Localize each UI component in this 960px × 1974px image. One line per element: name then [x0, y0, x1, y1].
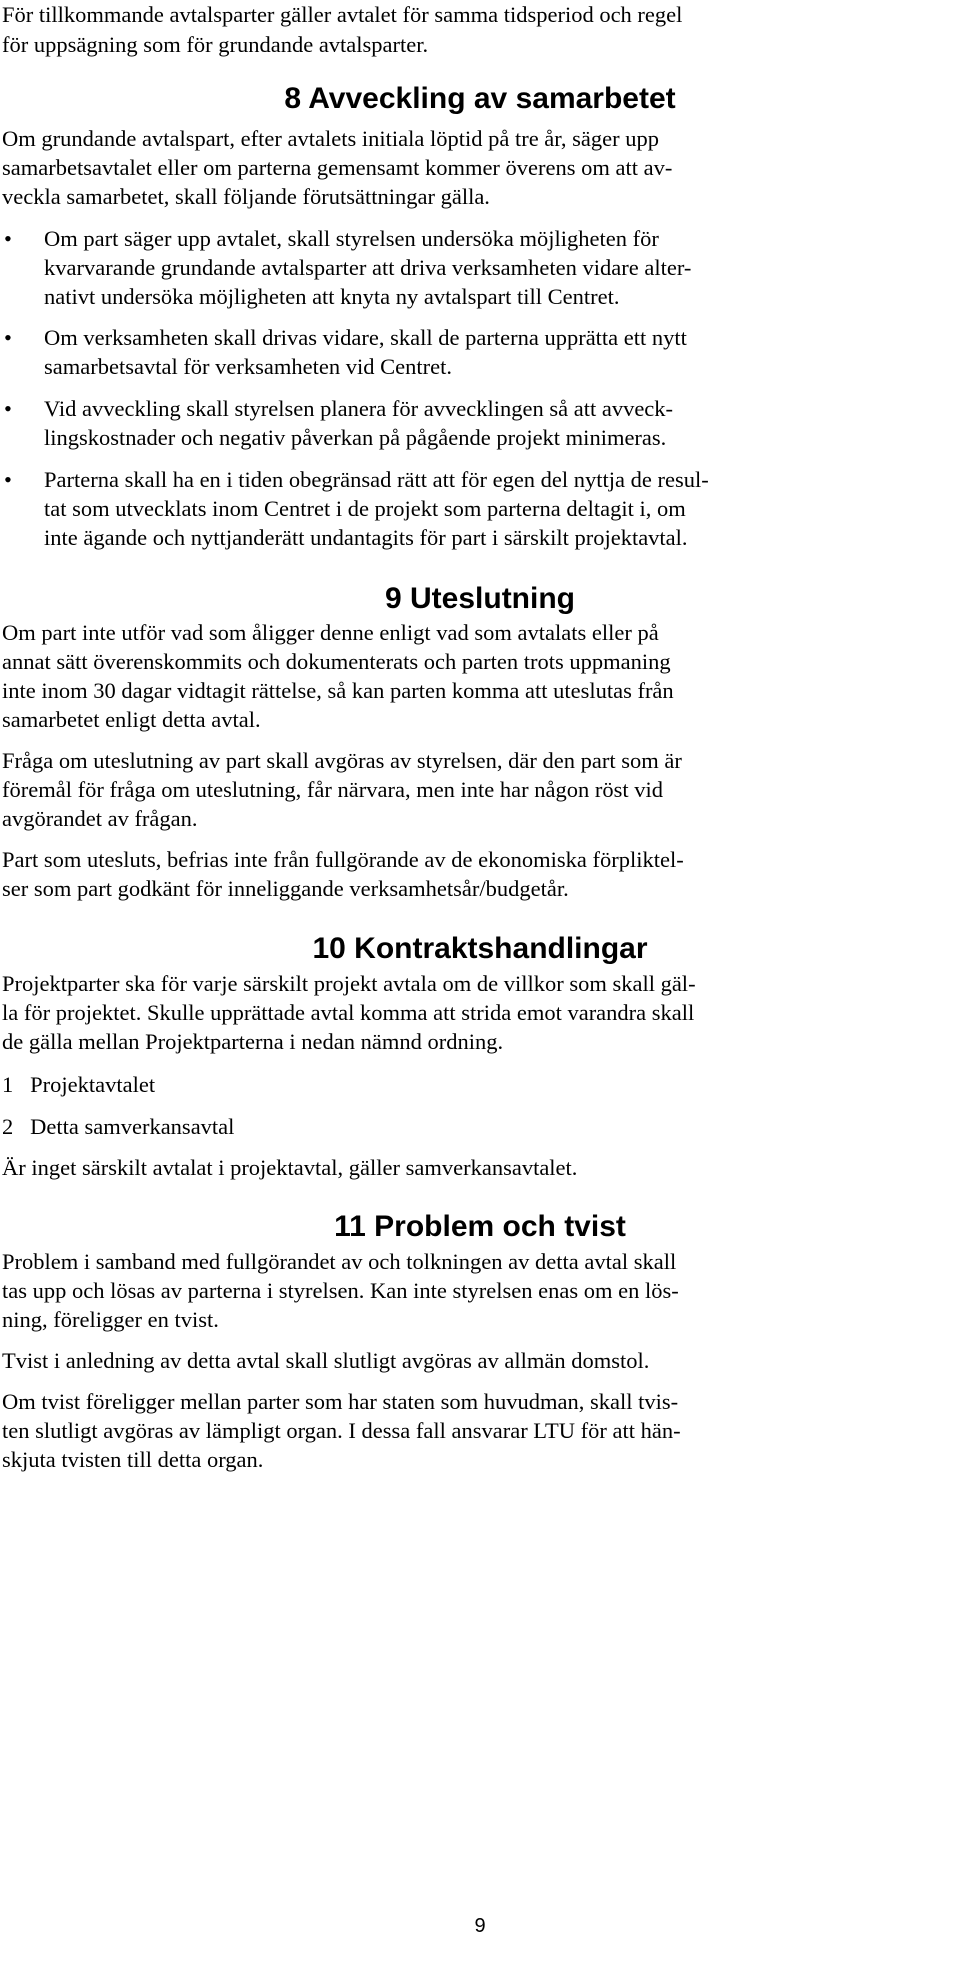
bullet-item-line: Vid avveckling skall styrelsen planera för avvecklingen så att avveck- — [44, 396, 674, 421]
bullet-icon: • — [4, 467, 12, 492]
section-8-heading: 8 Avveckling av samarbetet — [284, 82, 676, 115]
section-10-paragraph-line: Projektparter ska för varje särskilt projekt avtala om de villkor som skall gäl- — [2, 971, 696, 996]
section-9-paragraph-line: ser som part godkänt för inneliggande verksamhetsår/budgetår. — [2, 876, 569, 901]
section-10-closing: Är inget särskilt avtalat i projektavtal, gäller samverkansavtalet. — [2, 1155, 578, 1180]
section-11-paragraph-line: tas upp och lösas av parterna i styrelsen. Kan inte styrelsen enas om en lös- — [2, 1278, 679, 1303]
section-9-paragraph-line: Part som utesluts, befrias inte från fullgörande av de ekonomiska förpliktel- — [2, 847, 684, 872]
section-10-paragraph-line: la för projektet. Skulle upprättade avtal komma att strida emot varandra skall — [2, 1000, 695, 1025]
bullet-icon: • — [4, 325, 12, 350]
bullet-item-line: tat som utvecklats inom Centret i de projekt som parterna deltagit i, om — [44, 496, 686, 521]
section-10-paragraph-line: de gälla mellan Projektparterna i nedan nämnd ordning. — [2, 1029, 504, 1054]
section-8-paragraph-line: samarbetsavtalet eller om parterna gemensamt kommer överens om att av- — [2, 155, 673, 180]
section-11-paragraph-line: ning, föreligger en tvist. — [2, 1307, 219, 1332]
section-9-paragraph-line: inte inom 30 dagar vidtagit rättelse, så kan parten komma att uteslutas från — [2, 678, 674, 703]
section-9-paragraph-line: annat sätt överenskommits och dokumenterats och parten trots uppmaning — [2, 649, 671, 674]
section-11-heading: 11 Problem och tvist — [334, 1210, 626, 1243]
bullet-item-line: nativt undersöka möjligheten att knyta ny avtalspart till Centret. — [44, 284, 620, 309]
bullet-item-line: Om verksamheten skall drivas vidare, skall de parterna upprätta ett nytt — [44, 325, 687, 350]
page-number: 9 — [474, 1915, 486, 1937]
bullet-item-line: lingskostnader och negativ påverkan på pågående projekt minimeras. — [44, 425, 667, 450]
section-8-paragraph-line: Om grundande avtalspart, efter avtalets initiala löptid på tre år, säger upp — [2, 126, 659, 151]
section-9-paragraph-line: Fråga om uteslutning av part skall avgöras av styrelsen, där den part som är — [2, 748, 682, 773]
section-9-heading: 9 Uteslutning — [384, 582, 575, 615]
section-9-paragraph-line: föremål för fråga om uteslutning, får närvara, men inte har någon röst vid — [2, 777, 664, 802]
intro-line: för uppsägning som för grundande avtalsparter. — [2, 32, 429, 57]
bullet-icon: • — [4, 396, 12, 421]
section-9-paragraph-line: samarbetet enligt detta avtal. — [2, 707, 261, 732]
bullet-item-line: Om part säger upp avtalet, skall styrelsen undersöka möjligheten för — [44, 226, 659, 251]
section-11-paragraph-line: Problem i samband med fullgörandet av och tolkningen av detta avtal skall — [2, 1249, 677, 1274]
section-9-paragraph-line: Om part inte utför vad som åligger denne enligt vad som avtalats eller på — [2, 620, 659, 645]
bullet-item-line: Parterna skall ha en i tiden obegränsad rätt att för egen del nyttja de resul- — [44, 467, 709, 492]
bullet-item-line: inte ägande och nyttjanderätt undantagits för part i särskilt projektavtal. — [44, 525, 688, 550]
order-list-item: 1 Projektavtalet — [2, 1072, 156, 1097]
order-list-item: 2 Detta samverkansavtal — [2, 1114, 235, 1139]
section-11-paragraph-line: Om tvist föreligger mellan parter som har staten som huvudman, skall tvis- — [2, 1389, 679, 1414]
bullet-icon: • — [4, 226, 12, 251]
bullet-item-line: samarbetsavtal för verksamheten vid Centret. — [44, 354, 452, 379]
section-11-paragraph-line: Tvist i anledning av detta avtal skall slutligt avgöras av allmän domstol. — [2, 1348, 650, 1373]
section-10-heading: 10 Kontraktshandlingar — [312, 932, 648, 965]
intro-line: För tillkommande avtalsparter gäller avtalet för samma tidsperiod och regel — [2, 2, 683, 27]
bullet-item-line: kvarvarande grundande avtalsparter att driva verksamheten vidare alter- — [44, 255, 692, 280]
section-9-paragraph-line: avgörandet av frågan. — [2, 806, 198, 831]
section-8-paragraph-line: veckla samarbetet, skall följande förutsättningar gälla. — [2, 184, 490, 209]
section-11-paragraph-line: skjuta tvisten till detta organ. — [2, 1447, 264, 1472]
section-11-paragraph-line: ten slutligt avgöras av lämpligt organ. I dessa fall ansvarar LTU för att hän- — [2, 1418, 681, 1443]
